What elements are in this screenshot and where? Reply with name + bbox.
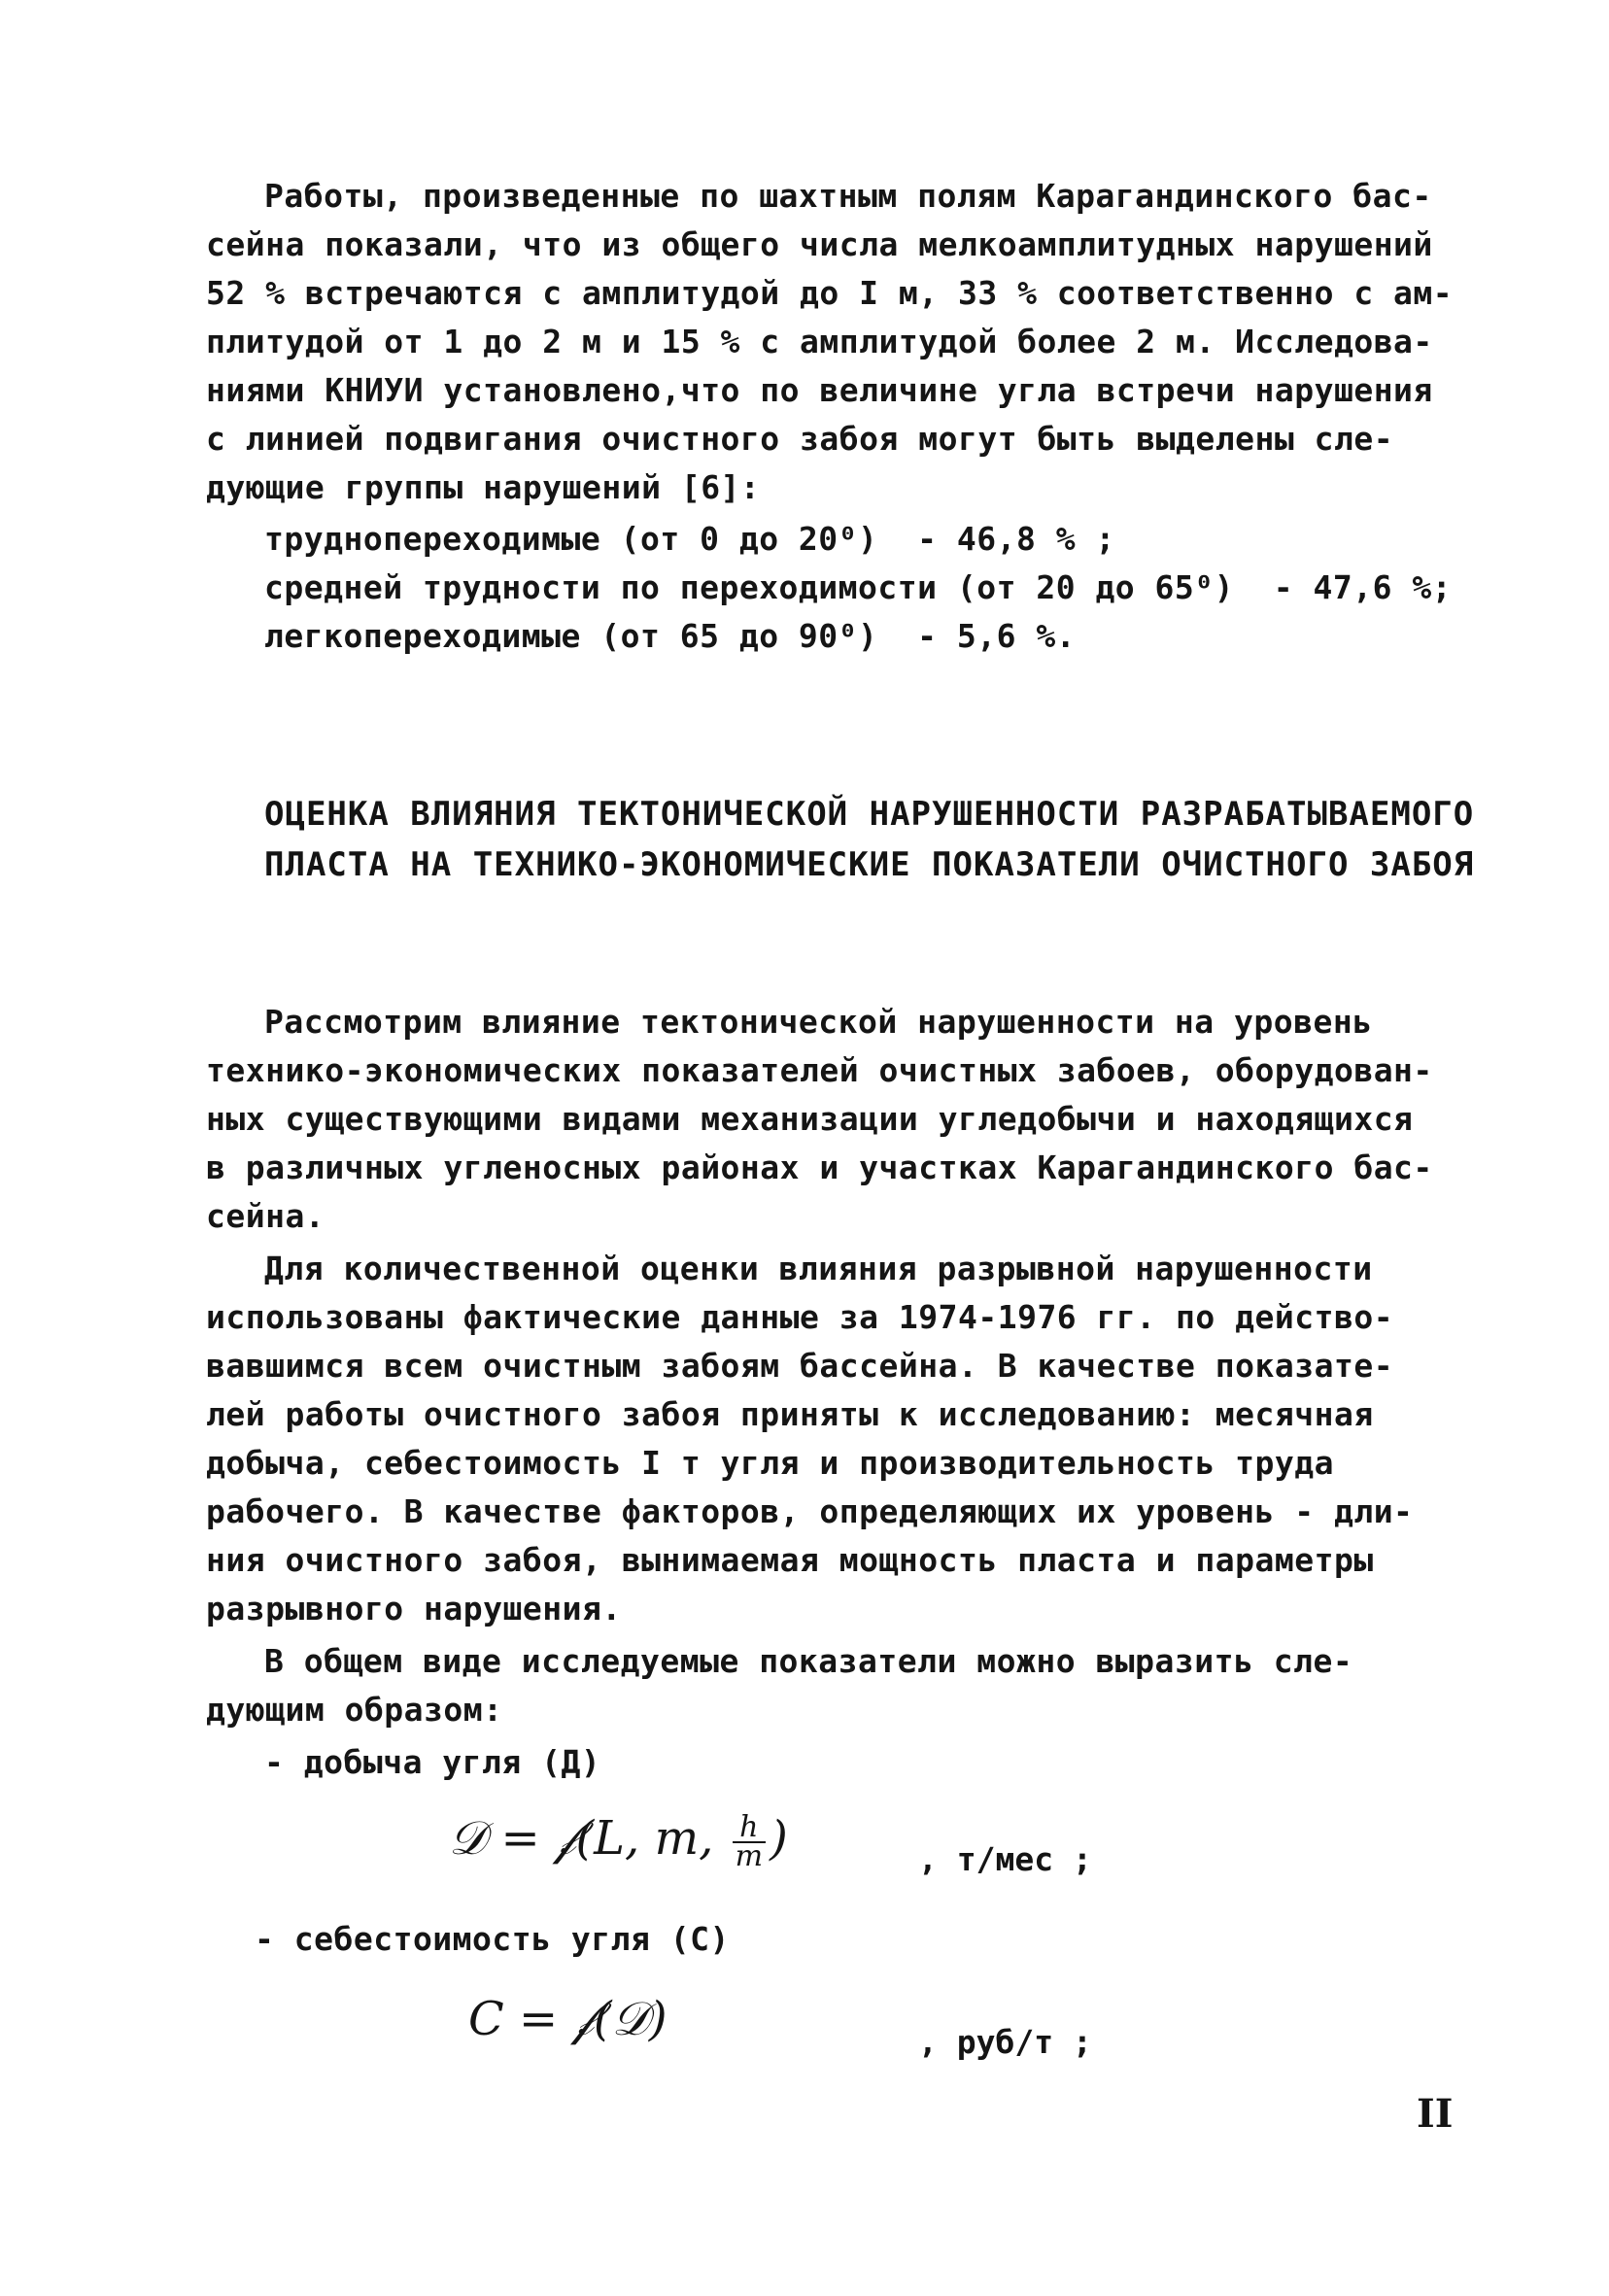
paragraph4-line-1: В общем виде исследуемые показатели можно выразить сле- bbox=[264, 1642, 1353, 1680]
paragraph3-line-4: лей работы очистного забоя приняты к исследованию: месячная bbox=[206, 1395, 1374, 1433]
item-output-label: - добыча угля (Д) bbox=[264, 1743, 601, 1781]
formula-output-fraction bbox=[733, 1809, 766, 1873]
paragraph3-line-2: использованы фактические данные за 1974-1976 гг. по действо- bbox=[206, 1298, 1394, 1336]
formula-fraction-numerator: h bbox=[733, 1814, 766, 1843]
paragraph1-line-1: Работы, произведенные по шахтным полям Карагандинского бас- bbox=[264, 177, 1432, 215]
formula-cost: C = 𝒻(𝒟) bbox=[468, 1992, 668, 2046]
paragraph3-line-3: вавшимся всем очистным забоям бассейна. В качестве показате- bbox=[206, 1347, 1394, 1385]
paragraph1-line-6: с линией подвигания очистного забоя могут быть выделены сле- bbox=[206, 420, 1394, 458]
paragraph3-line-5: добыча, себестоимость I т угля и производительность труда bbox=[206, 1444, 1334, 1482]
formula-output-rhs: ) bbox=[770, 1811, 788, 1866]
paragraph3-line-8: разрывного нарушения. bbox=[206, 1590, 622, 1628]
formula-fraction-denominator: m bbox=[735, 1838, 764, 1873]
paragraph1-line-7: дующие группы нарушений [6]: bbox=[206, 468, 761, 506]
paragraph3-line-1: Для количественной оценки влияния разрывной нарушенности bbox=[264, 1250, 1373, 1287]
paragraph1-line-2: сейна показали, что из общего числа мелкоамплитудных нарушений bbox=[206, 225, 1433, 263]
paragraph2-line-5: сейна. bbox=[206, 1197, 325, 1235]
formula-output-unit: , т/мес ; bbox=[918, 1840, 1092, 1878]
group-item-3: легкопереходимые (от 65 до 90⁰) - 5,6 %. bbox=[264, 617, 1077, 655]
paragraph3-line-7: ния очистного забоя, вынимаемая мощность пласта и параметры bbox=[206, 1541, 1374, 1579]
formula-output bbox=[449, 1809, 788, 1873]
section-heading-line-2: ПЛАСТА НА ТЕХНИКО-ЭКОНОМИЧЕСКИЕ ПОКАЗАТЕЛИ ОЧИСТНОГО ЗАБОЯ bbox=[264, 845, 1475, 884]
paragraph1-line-5: ниями КНИУИ установлено,что по величине угла встречи нарушения bbox=[206, 371, 1433, 409]
paragraph2-line-1: Рассмотрим влияние тектонической нарушенности на уровень bbox=[264, 1003, 1373, 1041]
paragraph1-line-4: плитудой от 1 до 2 м и 15 % с амплитудой более 2 м. Исследова- bbox=[206, 323, 1433, 360]
formula-output-lhs: 𝒟 = 𝒻(L, m, bbox=[449, 1811, 729, 1866]
page-number: II bbox=[1417, 2091, 1454, 2137]
paragraph2-line-2: технико-экономических показателей очистных забоев, оборудован- bbox=[206, 1051, 1433, 1089]
paragraph2-line-4: в различных угленосных районах и участках Карагандинского бас- bbox=[206, 1148, 1433, 1186]
item-cost-label: - себестоимость угля (С) bbox=[255, 1920, 730, 1958]
section-heading-line-1: ОЦЕНКА ВЛИЯНИЯ ТЕКТОНИЧЕСКОЙ НАРУШЕННОСТИ РАЗРАБАТЫВАЕМОГО bbox=[264, 795, 1475, 834]
paragraph2-line-3: ных существующими видами механизации угледобычи и находящихся bbox=[206, 1100, 1414, 1138]
group-item-2: средней трудности по переходимости (от 20 до 65⁰) - 47,6 %; bbox=[264, 568, 1453, 606]
formula-cost-unit: , руб/т ; bbox=[918, 2023, 1092, 2061]
paragraph4-line-2: дующим образом: bbox=[206, 1691, 503, 1729]
paragraph3-line-6: рабочего. В качестве факторов, определяющих их уровень - дли- bbox=[206, 1492, 1414, 1530]
paragraph1-line-3: 52 % встречаются с амплитудой до I м, 33 % соответственно с ам- bbox=[206, 274, 1454, 312]
group-item-1: труднопереходимые (от 0 до 20⁰) - 46,8 % ; bbox=[264, 520, 1115, 558]
